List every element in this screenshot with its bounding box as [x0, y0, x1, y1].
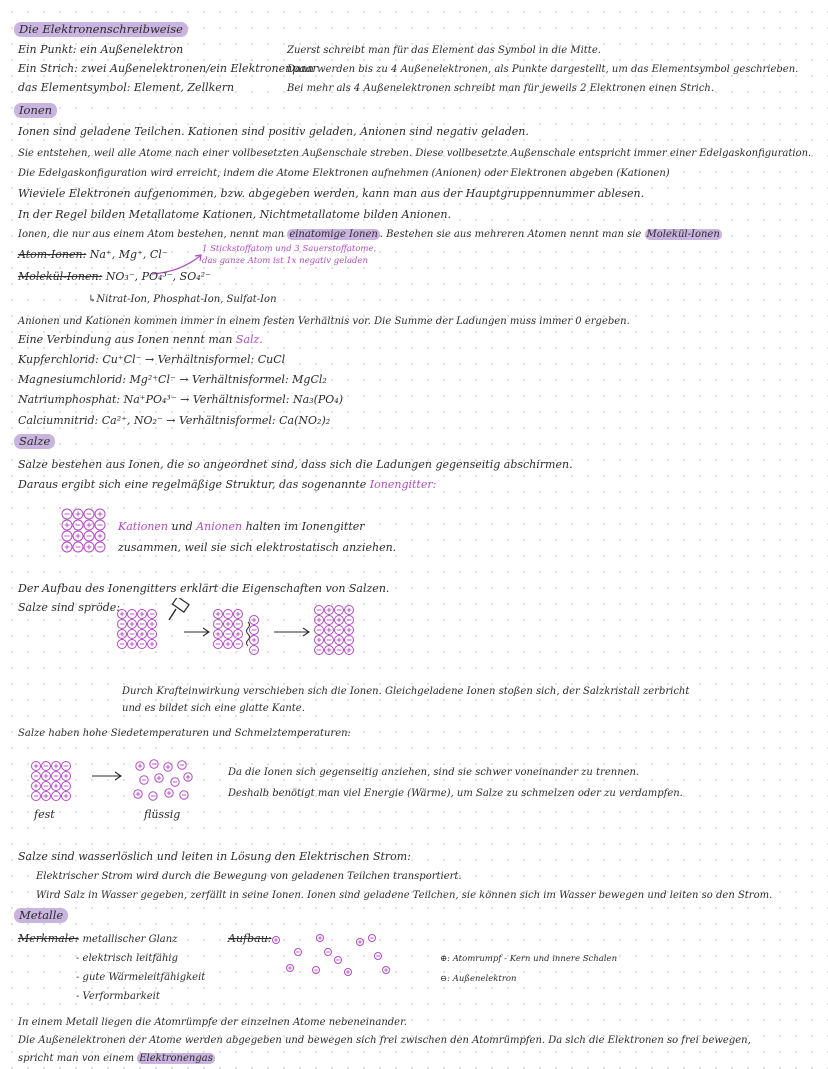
cation-icon — [155, 774, 163, 782]
cation-icon — [214, 630, 223, 639]
cation-icon — [128, 640, 137, 649]
anion-icon — [138, 620, 147, 629]
anion-icon — [325, 949, 332, 956]
anion-icon — [95, 542, 105, 552]
anion-icon — [224, 630, 233, 639]
salts-temperature: Salze haben hohe Siedetemperaturen und Schmelztemperaturen: — [18, 728, 351, 739]
anion-icon — [62, 531, 72, 541]
anion-icon — [325, 636, 334, 645]
lattice-anions: Anionen — [196, 520, 243, 533]
electron-gas-diagram — [268, 930, 398, 980]
brittle-diagram — [114, 598, 376, 670]
ions-mono-mid: . Bestehen sie aus mehreren Atomen nennt man sie — [379, 229, 642, 240]
ions-line-4: Wieviele Elektronen aufgenommen, bzw. abgegeben werden, kann man aus der Hauptgruppennummer ablesen. — [18, 187, 645, 200]
annotation-note-2: das ganze Atom ist 1x negativ geladen — [202, 256, 369, 266]
molecule-ions-line — [18, 270, 211, 284]
cation-icon — [138, 610, 147, 619]
atom-ions-formula: Na⁺, Mg⁺, Cl⁻ — [89, 248, 168, 261]
anion-icon — [32, 772, 41, 781]
lattice-and: und — [171, 520, 193, 533]
cation-icon — [32, 782, 41, 791]
cation-icon — [148, 620, 157, 629]
anion-icon — [313, 967, 320, 974]
cation-icon — [95, 531, 105, 541]
atom-ions-label: Atom-Ionen: — [18, 248, 87, 261]
cation-icon — [287, 965, 294, 972]
ion-lattice-diagram — [60, 507, 112, 555]
cation-icon — [234, 630, 243, 639]
cation-icon — [73, 531, 83, 541]
cation-icon — [325, 626, 334, 635]
anion-icon — [128, 610, 137, 619]
atom-ions-line — [18, 248, 168, 262]
cation-icon — [134, 790, 142, 798]
anion-icon — [335, 957, 342, 964]
state-liquid: flüssig — [144, 808, 181, 821]
anion-icon — [345, 616, 354, 625]
anion-icon — [315, 606, 324, 615]
cation-icon — [42, 772, 51, 781]
anion-icon — [62, 509, 72, 519]
brittle-explanation-2: und es bildet sich eine glatte Kante. — [122, 703, 305, 714]
cation-icon — [234, 610, 243, 619]
anion-icon — [315, 646, 324, 655]
metals-structure-label: Aufbau: — [228, 932, 272, 945]
anion-icon — [52, 792, 61, 801]
cation-icon — [250, 616, 259, 625]
ions-line-2: Sie entstehen, weil alle Atome nach einer vollbesetzten Außenschale streben. Diese vollbesetzte Außenschale entspricht immer einer Edelgaskonfiguration. — [18, 148, 812, 159]
melting-diagram — [28, 758, 208, 810]
anion-icon — [250, 646, 259, 655]
anion-icon — [214, 640, 223, 649]
salts-structure: Der Aufbau des Ionengitters erklärt die Eigenschaften von Salzen. — [18, 582, 390, 595]
cation-icon — [383, 967, 390, 974]
anion-icon — [52, 772, 61, 781]
anion-icon — [250, 626, 259, 635]
cation-icon — [345, 646, 354, 655]
notation-left-3: das Elementsymbol: Element, Zellkern — [18, 81, 235, 94]
cation-icon — [62, 772, 71, 781]
molecule-ions-formula: NO₃⁻, PO₄³⁻, SO₄²⁻ — [105, 270, 211, 283]
anion-icon — [42, 762, 51, 771]
anion-icon — [171, 778, 179, 786]
anion-icon — [345, 636, 354, 645]
salts-line-1: Salze bestehen aus Ionen, die so angeordnet sind, dass sich die Ladungen gegenseitig abschirmen. — [18, 458, 573, 471]
cation-icon — [148, 640, 157, 649]
formula-3: Natriumphosphat: Na⁺PO₄³⁻ → Verhältnisformel: Na₃(PO₄) — [18, 393, 343, 406]
metals-feature-4: - Verformbarkeit — [76, 991, 160, 1002]
ions-ratio: Anionen und Kationen kommen immer in einem festen Verhältnis vor. Die Summe der Ladungen muss immer 0 ergeben. — [18, 316, 630, 327]
ions-mono-pre: Ionen, die nur aus einem Atom bestehen, nennt man — [18, 229, 285, 240]
cation-icon — [84, 520, 94, 530]
anion-icon — [335, 626, 344, 635]
hammer-icon — [169, 598, 189, 620]
cation-icon — [317, 935, 324, 942]
salts-line-2-pre: Daraus ergibt sich eine regelmäßige Struktur, das sogenannte — [18, 478, 367, 491]
cation-icon — [335, 636, 344, 645]
salts-line-2-word: Ionengitter: — [369, 478, 437, 491]
anion-icon — [234, 620, 243, 629]
anion-icon — [295, 949, 302, 956]
metals-line-3 — [18, 1052, 215, 1066]
anion-icon — [315, 626, 324, 635]
anion-icon — [118, 620, 127, 629]
metals-line-3-pre: spricht man von einem — [18, 1053, 135, 1064]
lattice-caption-2: zusammen, weil sie sich elektrostatisch anziehen. — [118, 541, 397, 554]
water-line-1: Salze sind wasserlöslich und leiten in Lösung den Elektrischen Strom: — [18, 850, 411, 863]
section-heading-notation: Die Elektronenschreibweise — [14, 22, 188, 37]
section-heading-salts: Salze — [14, 434, 55, 449]
cation-icon — [315, 636, 324, 645]
energy-line-1: Da die Ionen sich gegenseitig anziehen, sind sie schwer voneinander zu trennen. — [228, 767, 640, 778]
annotation-note-1: 1 Stickstoffatom und 3 Sauerstoffatome, — [202, 244, 377, 254]
ions-mono-highlight: einatomige Ionen — [289, 229, 378, 240]
cation-icon — [42, 792, 51, 801]
anion-icon — [148, 610, 157, 619]
anion-icon — [62, 782, 71, 791]
cation-icon — [345, 626, 354, 635]
anion-icon — [73, 520, 83, 530]
metals-line-1: In einem Metall liegen die Atomrümpfe der einzelnen Atome nebeneinander. — [18, 1017, 407, 1028]
ions-line-3: Die Edelgaskonfiguration wird erreicht, indem die Atome Elektronen aufnehmen (Anionen) oder Elektronen abgeben (Kationen) — [18, 168, 670, 179]
ions-molecule-highlight: Molekül-Ionen — [646, 229, 720, 240]
crack-icon — [247, 622, 250, 646]
anion-icon — [325, 616, 334, 625]
anion-icon — [140, 776, 148, 784]
cation-icon — [52, 762, 61, 771]
cation-icon — [345, 969, 352, 976]
salts-line-2 — [18, 478, 436, 492]
metals-line-2: Die Außenelektronen der Atome werden abgegeben und bewegen sich frei zwischen den Atomrümpfen. Da sich die Elektronen so frei bewegen, — [18, 1035, 751, 1046]
formula-1: Kupferchlorid: Cu⁺Cl⁻ → Verhältnisformel: CuCl — [18, 353, 286, 366]
cation-icon — [164, 763, 172, 771]
anion-icon — [180, 791, 188, 799]
anion-icon — [148, 630, 157, 639]
anion-icon — [138, 640, 147, 649]
cation-icon — [118, 630, 127, 639]
notation-left-2: Ein Strich: zwei Außenelektronen/ein Elektronenpaar — [18, 62, 318, 75]
anion-icon — [234, 640, 243, 649]
lattice-cations: Kationen — [118, 520, 169, 533]
anion-icon — [32, 792, 41, 801]
cation-icon — [95, 509, 105, 519]
notation-right-2: Dann werden bis zu 4 Außenelektronen, als Punkte dargestellt, um das Elementsymbol geschrieben. — [287, 64, 799, 75]
salts-brittle: Salze sind spröde: — [18, 601, 121, 614]
section-heading-ions: Ionen — [14, 103, 57, 118]
anion-icon — [214, 620, 223, 629]
anion-icon — [73, 542, 83, 552]
metals-features-label: Merkmale: — [18, 932, 79, 945]
cation-icon — [224, 620, 233, 629]
salt-definition-word: Salz. — [235, 333, 263, 346]
lattice-caption-1 — [118, 520, 365, 534]
cation-icon — [62, 792, 71, 801]
cation-icon — [224, 640, 233, 649]
anion-icon — [128, 630, 137, 639]
formula-4: Calciumnitrid: Ca²⁺, NO₂⁻ → Verhältnisformel: Ca(NO₂)₂ — [18, 414, 331, 427]
anion-icon — [375, 953, 382, 960]
molecule-ions-names: ↳Nitrat-Ion, Phosphat-Ion, Sulfat-Ion — [88, 294, 277, 305]
arrow-right-icon — [92, 772, 121, 780]
cation-icon — [345, 606, 354, 615]
cation-icon — [136, 762, 144, 770]
salt-definition-pre: Eine Verbindung aus Ionen nennt man — [18, 333, 233, 346]
cation-icon — [62, 520, 72, 530]
anion-icon — [369, 935, 376, 942]
cation-icon — [62, 542, 72, 552]
anion-icon — [149, 792, 157, 800]
metals-feature-1: - metallischer Glanz — [76, 934, 178, 945]
cation-icon — [335, 616, 344, 625]
cation-icon — [214, 610, 223, 619]
metals-feature-2: - elektrisch leitfähig — [76, 953, 179, 964]
cation-icon — [273, 937, 280, 944]
anion-icon — [42, 782, 51, 791]
cation-icon — [73, 509, 83, 519]
anion-icon — [62, 762, 71, 771]
anion-icon — [84, 509, 94, 519]
anion-icon — [84, 531, 94, 541]
lattice-rest: halten im Ionengitter — [245, 520, 365, 533]
notation-right-1: Zuerst schreibt man für das Element das Symbol in die Mitte. — [287, 45, 601, 56]
metals-feature-3: - gute Wärmeleitfähigkeit — [76, 972, 206, 983]
cation-icon — [118, 610, 127, 619]
brittle-explanation-1: Durch Krafteinwirkung verschieben sich die Ionen. Gleichgeladene Ionen stoßen sich, der Salzkristall zerbricht — [122, 686, 690, 697]
anion-icon — [178, 761, 186, 769]
water-line-3: Wird Salz in Wasser gegeben, zerfällt in seine Ionen. Ionen sind geladene Teilchen, sie können sich im Wasser bewegen und leiten so den Strom. — [36, 890, 773, 901]
cation-icon — [250, 636, 259, 645]
cation-icon — [52, 782, 61, 791]
notation-right-3: Bei mehr als 4 Außenelektronen schreibt man für jeweils 2 Elektronen einen Strich. — [287, 83, 715, 94]
anion-icon — [335, 606, 344, 615]
cation-icon — [357, 939, 364, 946]
water-line-2: Elektrischer Strom wird durch die Bewegung von geladenen Teilchen transportiert. — [36, 871, 462, 882]
anion-icon — [150, 760, 158, 768]
arrow-right-icon — [274, 628, 309, 636]
salt-definition — [18, 333, 263, 347]
ions-line-1: Ionen sind geladene Teilchen. Kationen sind positiv geladen, Anionen sind negativ geladen. — [18, 125, 529, 138]
molecule-ions-label: Molekül-Ionen: — [18, 270, 103, 283]
state-solid: fest — [34, 808, 55, 821]
formula-2: Magnesiumchlorid: Mg²⁺Cl⁻ → Verhältnisformel: MgCl₂ — [18, 373, 327, 386]
ions-mono-line — [18, 228, 722, 242]
cation-icon — [138, 630, 147, 639]
arrow-right-icon — [184, 628, 209, 636]
anion-icon — [118, 640, 127, 649]
cation-icon — [165, 789, 173, 797]
metals-legend-electron: ⊖: Außenelektron — [440, 974, 517, 984]
ions-line-5: In der Regel bilden Metallatome Kationen, Nichtmetallatome bilden Anionen. — [18, 208, 451, 221]
cation-icon — [128, 620, 137, 629]
cation-icon — [32, 762, 41, 771]
cation-icon — [325, 646, 334, 655]
section-heading-metals: Metalle — [14, 908, 68, 923]
anion-icon — [224, 610, 233, 619]
cation-icon — [84, 542, 94, 552]
metals-line-3-highlight: Elektronengas — [139, 1053, 213, 1064]
energy-line-2: Deshalb benötigt man viel Energie (Wärme), um Salze zu schmelzen oder zu verdampfen. — [228, 788, 683, 799]
anion-icon — [335, 646, 344, 655]
cation-icon — [325, 606, 334, 615]
notation-left-1: Ein Punkt: ein Außenelektron — [18, 43, 184, 56]
cation-icon — [315, 616, 324, 625]
anion-icon — [95, 520, 105, 530]
metals-legend-core: ⊕: Atomrumpf - Kern und innere Schalen — [440, 954, 618, 964]
cation-icon — [184, 773, 192, 781]
